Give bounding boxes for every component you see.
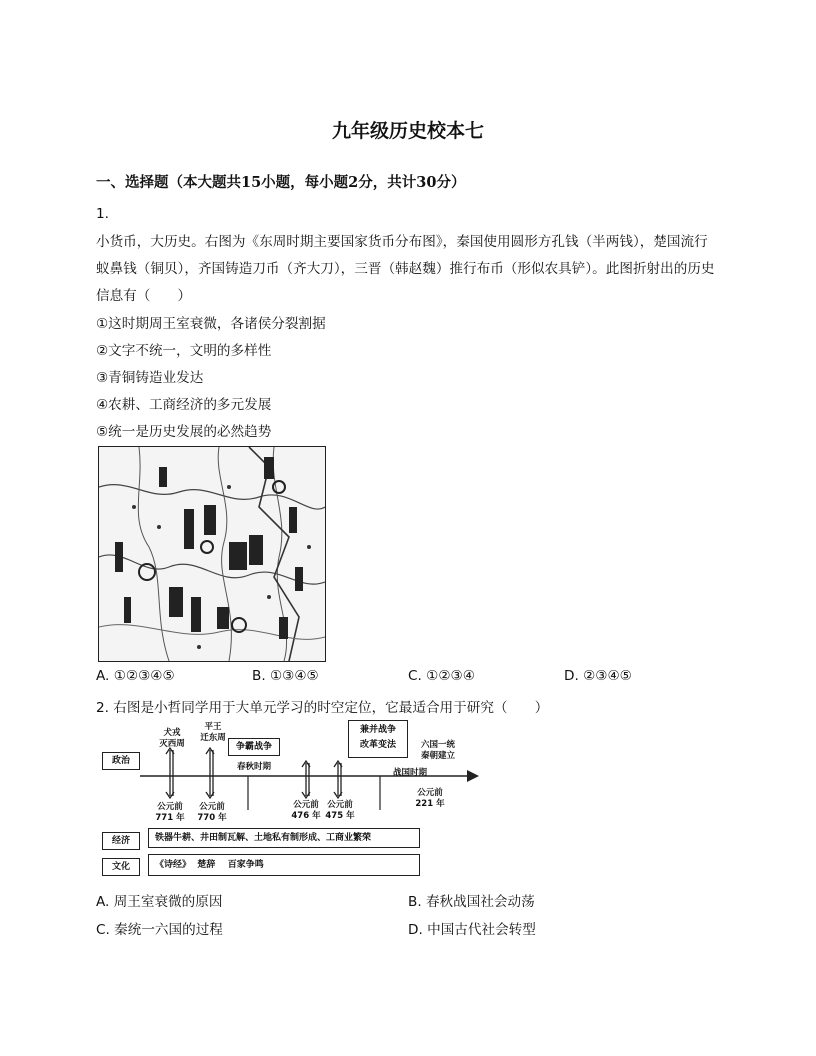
box-hegemony-wars: 争霸战争 [228,738,280,756]
section-heading: 一、选择题（本大题共15小题，每小题2分，共计30分） [96,174,466,191]
period-spring-autumn: 春秋时期 [236,762,271,772]
q1-option-c: C. ①②③④ [408,668,475,684]
q2-option-c: C. 秦统一六国的过程 [96,922,223,938]
row-label-culture: 文化 [102,858,140,876]
date-475: 公元前 475 年 [325,800,355,821]
date-771: 公元前 771 年 [155,802,185,823]
q2-option-d: D. 中国古代社会转型 [408,922,536,938]
q1-option-b: B. ①③④⑤ [252,668,319,684]
statement-5: ⑤统一是历史发展的必然趋势 [96,424,272,440]
row-label-economy: 经济 [102,832,140,850]
row-label-politics: 政治 [102,752,140,770]
statement-3: ③青铜铸造业发达 [96,370,204,386]
q1-option-a: A. ①②③④⑤ [96,668,175,684]
q2-option-b: B. 春秋战国社会动荡 [408,894,535,910]
box-annexation-reform: 兼并战争 改革变法 [348,720,408,758]
period-warring-states: 战国时期 [392,768,427,778]
date-476: 公元前 476 年 [291,800,321,821]
question-1-stem: 小货币，大历史。右图为《东周时期主要国家货币分布图》，秦国使用圆形方孔钱（半两钱），楚国流行蚁鼻钱（铜贝），齐国铸造刀币（齐大刀），三晋（韩赵魏）推行布币（形似农具铲）。此图折射出的历史信息有（ ） [96,234,715,304]
statement-1: ①这时期周王室衰微，各诸侯分裂割据 [96,316,326,332]
map-illustration [99,447,325,661]
statement-4: ④农耕、工商经济的多元发展 [96,397,272,413]
currency-map-figure [98,446,326,662]
economy-box: 铁器牛耕、井田制瓦解、土地私有制形成、工商业繁荣 [148,828,420,848]
culture-box: 《诗经》 楚辞 百家争鸣 [148,854,420,876]
date-221: 公元前 221 年 [415,788,445,809]
question-1-number: 1. [96,206,109,222]
date-770: 公元前 770 年 [197,802,227,823]
statement-2: ②文字不统一，文明的多样性 [96,343,272,359]
question-2-stem: 2. 右图是小哲同学用于大单元学习的时空定位，它最适合用于研究（ ） [96,700,549,716]
q2-option-a: A. 周王室衰微的原因 [96,894,223,910]
timeline-figure [100,718,480,880]
page-title: 九年级历史校本七 [331,120,484,142]
q1-option-d: D. ②③④⑤ [564,668,632,684]
event-quanrong: 犬戎 灭西周 [159,728,185,749]
event-qin-unification: 六国一统 秦朝建立 [420,740,455,761]
event-pingwang: 平王 迁东周 [200,722,226,743]
